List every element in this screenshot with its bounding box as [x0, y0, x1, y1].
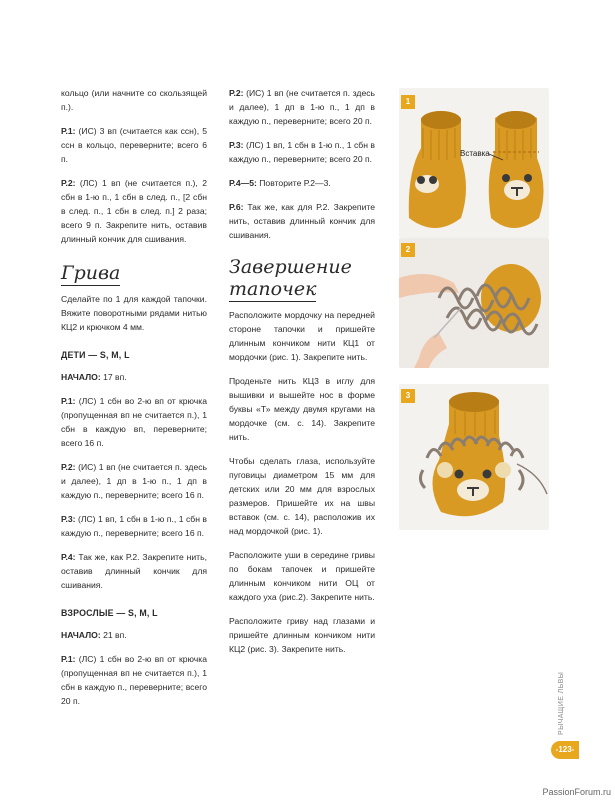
text-column-middle	[229, 86, 375, 666]
kids-size-title: ДЕТИ — S, M, L	[61, 350, 130, 360]
heading-finishing: Завершение тапочек	[229, 256, 352, 300]
row-instruction: Р.2: (ЛС) 1 вп (не считается п.), 2 сбн в 1-ю п., 1 сбн в след. п., [2 сбн в след. п., 1 сбн в след. п.] 2 раза; всего 9 п. Закрепите нить, оставив длинный кончик для сшивания.	[61, 178, 207, 244]
photo-sewing-mane	[399, 238, 549, 368]
row-instruction: Р.3: (ЛС) 1 вп, 1 сбн в 1-ю п., 1 сбн в каждую п., переверните; всего 20 п.	[229, 140, 375, 164]
paragraph: Расположите мордочку на передней стороне тапочки и пришейте длинным кончиком нити КЦ1 от мордочки (рис. 1). Закрепите нить.	[229, 310, 375, 362]
figure-number: 1	[401, 95, 415, 109]
row-instruction: НАЧАЛО: 17 вп.	[61, 372, 127, 382]
row-instruction: Р.4: Так же, как Р.2. Закрепите нить, оставив длинный кончик для сшивания.	[61, 552, 207, 590]
row-instruction: Р.2: (ИС) 1 вп (не считается п. здесь и далее), 1 дп в 1-ю п., 1 дп в каждую п., переверните; всего 20 п.	[229, 88, 375, 126]
paragraph: Чтобы сделать глаза, используйте пуговицы диаметром 15 мм для детских или 20 мм для взрослых размеров. Пришейте их на швы вставок (см. с. 14), расположив их над мордочкой (рис. 1).	[229, 456, 375, 536]
figure-number: 3	[401, 389, 415, 403]
paragraph: Расположите гриву над глазами и пришейте длинным кончиком нити КЦ2 (рис. 3). Закрепите нить.	[229, 616, 375, 654]
row-instruction: Р.1: (ЛС) 1 сбн во 2-ю вп от крючка (пропущенная вп не считается п.), 1 сбн в каждую п., переверните; всего 20 п.	[61, 654, 207, 706]
row-instruction: НАЧАЛО: 21 вп.	[61, 630, 127, 640]
photo-slipper-with-mane	[399, 384, 549, 530]
paragraph: Проденьте нить КЦ3 в иглу для вышивки и вышейте нос в форме буквы «Т» между двумя кругами на мордочке (см. с. 14). Закрепите нить.	[229, 376, 375, 442]
paragraph: кольцо (или начните со скользящей п.).	[61, 88, 207, 112]
heading-mane: Грива	[61, 262, 121, 284]
text-column-left	[61, 86, 207, 718]
adult-size-title: ВЗРОСЛЫЕ — S, M, L	[61, 608, 158, 618]
row-instruction: Р.6: Так же, как для Р.2. Закрепите нить, оставив длинный кончик для сшивания.	[229, 202, 375, 240]
row-instruction: Р.2: (ИС) 1 вп (не считается п. здесь и далее), 1 дп в 1-ю п., 1 дп в каждую п., переверните; всего 16 п.	[61, 462, 207, 500]
row-instruction: Р.1: (ИС) 3 вп (считается как ссн), 5 ссн в кольцо, переверните; всего 6 п.	[61, 126, 207, 164]
photo-label-insert: Вставка	[460, 149, 490, 158]
watermark: PassionForum.ru	[542, 787, 611, 797]
figure-number: 2	[401, 243, 415, 257]
paragraph: Сделайте по 1 для каждой тапочки. Вяжите поворотными рядами нитью КЦ2 и крючком 4 мм.	[61, 294, 207, 332]
row-instruction: Р.1: (ЛС) 1 сбн во 2-ю вп от крючка (пропущенная вп не считается п.), 1 сбн в каждую вп, переверните; всего 16 п.	[61, 396, 207, 448]
row-instruction: Р.4—5: Повторите Р.2—3.	[229, 178, 331, 188]
section-title: РЫЧАЩИЕ ЛЬВЫ	[558, 671, 565, 735]
photo-slippers-front	[399, 88, 549, 238]
page-number: -123-	[551, 741, 579, 759]
row-instruction: Р.3: (ЛС) 1 вп, 1 сбн в 1-ю п., 1 сбн в каждую п., переверните; всего 16 п.	[61, 514, 207, 538]
paragraph: Расположите уши в середине гривы по бокам тапочек и пришейте длинным кончиком нити ОЦ от каждого уха (рис.2). Закрепите нить.	[229, 550, 375, 602]
